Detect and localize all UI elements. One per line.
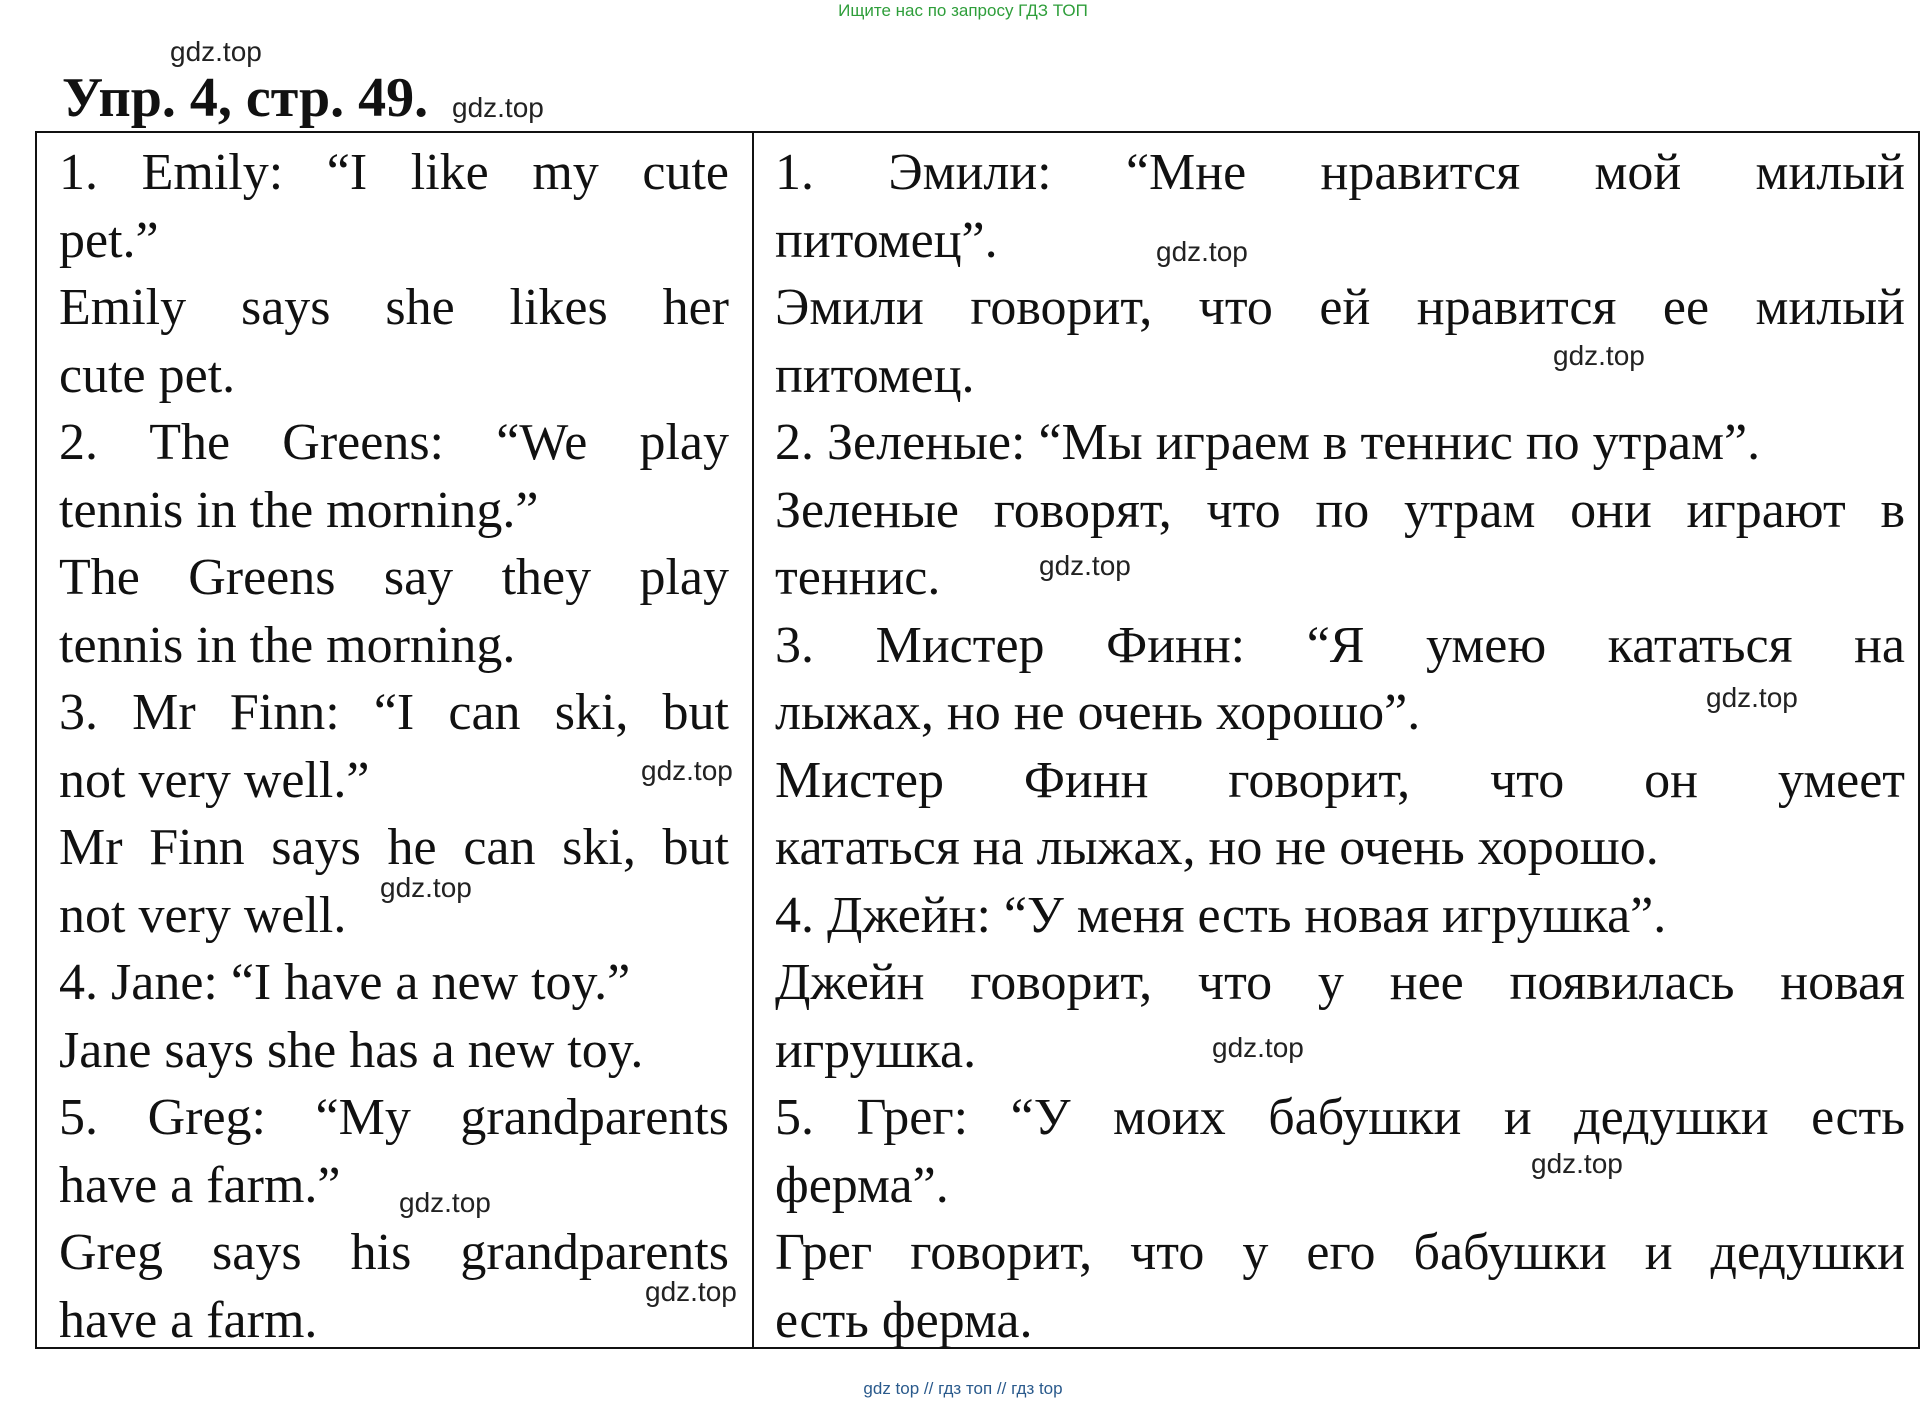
english-line: cute pet. <box>59 346 236 404</box>
english-line: Jane says she has a new toy. <box>59 1021 644 1079</box>
english-line: Greg says his grandparents <box>59 1224 729 1281</box>
russian-line: Эмили говорит, что ей нравится ее милый <box>775 279 1905 336</box>
english-line: 1. Emily: “I like my cute <box>59 144 729 201</box>
russian-line: 1. Эмили: “Мне нравится мой милый <box>775 144 1905 201</box>
watermark: gdz.top <box>380 872 472 903</box>
russian-line: 3. Мистер Финн: “Я умею кататься на <box>775 616 1905 674</box>
english-line: tennis in the morning. <box>59 616 516 674</box>
english-line: 4. Jane: “I have a new toy.” <box>59 954 631 1011</box>
column-divider <box>752 133 754 1347</box>
english-line: have a farm.” <box>59 1156 341 1214</box>
russian-line: Грег говорит, что у его бабушки и дедушки <box>775 1224 1905 1281</box>
exercise-table <box>35 131 1920 1349</box>
top-banner: Ищите нас по запросу ГДЗ ТОП <box>838 1 1088 20</box>
watermark: gdz.top <box>1706 682 1798 713</box>
russian-line: кататься на лыжах, но не очень хорошо. <box>775 819 1659 876</box>
russian-line: игрушка. <box>775 1021 977 1079</box>
russian-line: питомец. <box>775 346 975 404</box>
watermark: gdz.top <box>641 755 733 786</box>
english-line: 2. The Greens: “We play <box>59 414 729 471</box>
russian-line: 4. Джейн: “У меня есть новая игрушка”. <box>775 886 1667 944</box>
english-line: have a farm. <box>59 1291 318 1349</box>
english-line: 5. Greg: “My grandparents <box>59 1089 729 1146</box>
english-line: tennis in the morning.” <box>59 481 539 539</box>
russian-line: 2. Зеленые: “Мы играем в теннис по утрам”. <box>775 414 1761 471</box>
russian-line: 5. Грег: “У моих бабушки и дедушки есть <box>775 1089 1905 1146</box>
russian-line: лыжах, но не очень хорошо”. <box>775 684 1421 741</box>
watermark: gdz.top <box>645 1276 737 1307</box>
english-line: pet.” <box>59 211 159 269</box>
watermark: gdz.top <box>1039 550 1131 581</box>
english-line: not very well. <box>59 886 347 944</box>
russian-line: Зеленые говорят, что по утрам они играют в <box>775 481 1905 539</box>
russian-line: питомец”. <box>775 211 998 269</box>
page-title: Упр. 4, стр. 49. <box>62 67 429 129</box>
english-line: not very well.” <box>59 751 370 809</box>
english-line: The Greens say they play <box>59 549 729 606</box>
english-line: Mr Finn says he can ski, but <box>59 819 729 876</box>
english-line: 3. Mr Finn: “I can ski, but <box>59 684 729 741</box>
english-line: Emily says she likes her <box>59 279 729 336</box>
watermark: gdz.top <box>1531 1148 1623 1179</box>
watermark: gdz.top <box>399 1187 491 1218</box>
watermark: gdz.top <box>452 92 544 123</box>
watermark: gdz.top <box>1553 340 1645 371</box>
russian-line: теннис. <box>775 549 941 606</box>
watermark: gdz.top <box>1156 236 1248 267</box>
russian-line: Мистер Финн говорит, что он умеет <box>775 751 1905 809</box>
russian-column <box>775 139 1905 1354</box>
russian-line: ферма”. <box>775 1156 949 1214</box>
russian-line: есть ферма. <box>775 1291 1033 1349</box>
watermark: gdz.top <box>1212 1032 1304 1063</box>
watermark: gdz.top <box>170 36 262 67</box>
russian-line: Джейн говорит, что у нее появилась новая <box>775 954 1905 1011</box>
english-column <box>59 139 729 1354</box>
footer-links: gdz top // гдз топ // гдз top <box>863 1379 1063 1398</box>
